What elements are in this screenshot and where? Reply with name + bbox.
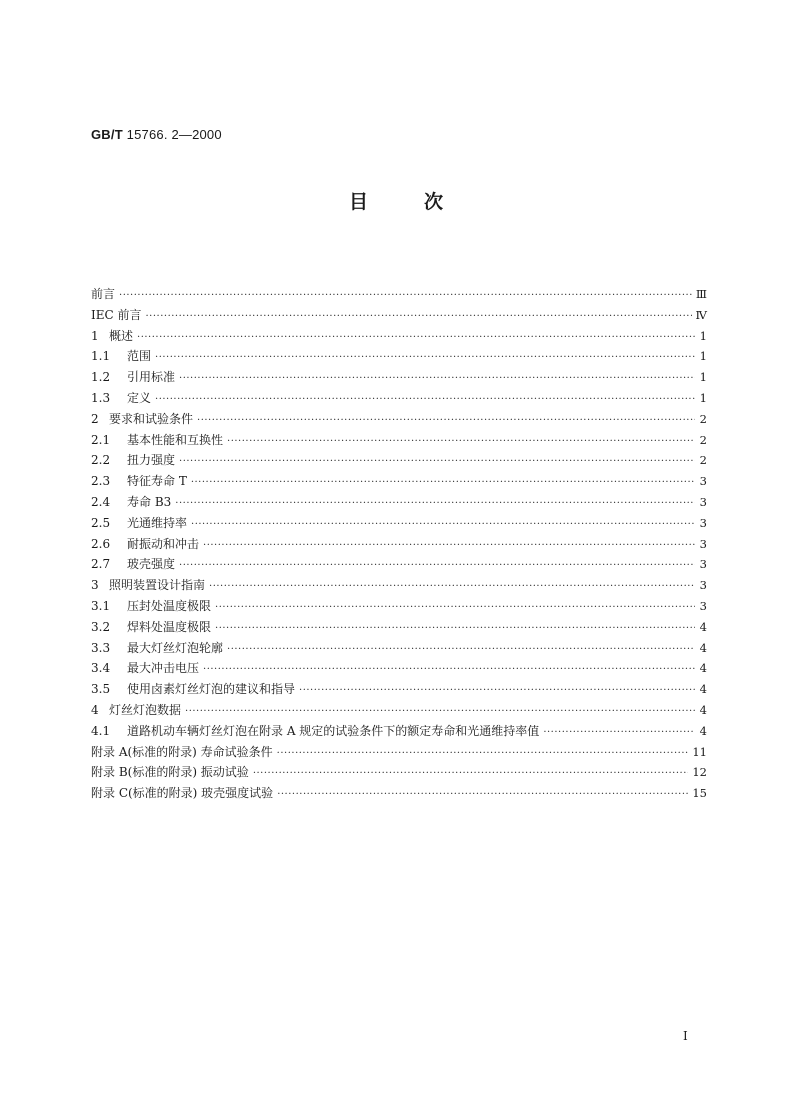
toc-entry-page: 3 <box>699 515 707 530</box>
toc-entry-label: 范围 <box>127 349 152 364</box>
toc-entry-page: Ⅲ <box>695 287 707 301</box>
toc-entry-page: 4 <box>699 619 707 634</box>
toc-dot-leader <box>119 286 692 307</box>
toc-entry[interactable] <box>91 346 707 367</box>
toc-entry-label: 灯丝灯泡数据 <box>109 702 182 717</box>
page-number: I <box>683 1029 688 1043</box>
toc-entry-number: 3.3 <box>91 640 111 655</box>
toc-entry-label: 特征寿命 T <box>127 474 187 489</box>
toc-dot-leader <box>215 619 695 640</box>
toc-entry-label: IEC 前言 <box>91 307 142 322</box>
toc-entry[interactable] <box>91 700 707 721</box>
toc-entry-label: 寿命 B3 <box>127 494 172 509</box>
toc-entry-label: 耐振动和冲击 <box>127 536 200 551</box>
toc-entry[interactable] <box>91 679 707 700</box>
toc-dot-leader <box>227 432 695 453</box>
toc-entry-number: 3.1 <box>91 598 111 613</box>
toc-entry[interactable] <box>91 450 707 471</box>
toc-dot-leader <box>137 328 695 349</box>
toc-entry-number: 2.1 <box>91 432 111 447</box>
toc-dot-leader <box>179 556 695 577</box>
toc-entry-label: 使用卤素灯丝灯泡的建议和指导 <box>127 682 296 697</box>
toc-entry[interactable] <box>91 762 707 783</box>
toc-entry[interactable] <box>91 284 707 305</box>
toc-entry-label: 附录 A(标准的附录) 寿命试验条件 <box>91 744 273 759</box>
toc-dot-leader <box>543 723 695 744</box>
toc-entry[interactable] <box>91 534 707 555</box>
toc-entry[interactable] <box>91 326 707 347</box>
toc-entry-number: 2.3 <box>91 474 111 489</box>
toc-entry-number: 1.3 <box>91 390 111 405</box>
toc-entry-number: 1 <box>91 328 99 343</box>
toc-entry[interactable] <box>91 367 707 388</box>
toc-dot-leader <box>146 307 692 328</box>
toc-entry-label: 附录 C(标准的附录) 玻壳强度试验 <box>91 786 274 801</box>
table-of-contents <box>91 284 707 804</box>
toc-entry-label: 光通维持率 <box>127 515 188 530</box>
toc-entry-page: 3 <box>699 557 707 572</box>
standard-number: 15766. 2—2000 <box>126 127 222 142</box>
toc-entry[interactable] <box>91 575 707 596</box>
toc-entry-page: 3 <box>699 536 707 551</box>
toc-dot-leader <box>179 369 695 390</box>
toc-entry-page: 15 <box>692 786 707 801</box>
toc-dot-leader <box>209 577 695 598</box>
toc-entry-number: 3.5 <box>91 682 111 697</box>
toc-entry-label: 最大灯丝灯泡轮廓 <box>127 640 224 655</box>
toc-entry-page: 2 <box>699 411 707 426</box>
toc-entry-number: 3.2 <box>91 619 111 634</box>
toc-entry-label: 引用标准 <box>127 370 176 385</box>
toc-entry-page: 4 <box>699 702 707 717</box>
toc-entry[interactable] <box>91 305 707 326</box>
toc-dot-leader <box>179 452 695 473</box>
toc-entry-label: 压封处温度极限 <box>127 598 212 613</box>
toc-entry[interactable] <box>91 742 707 763</box>
toc-entry-label: 附录 B(标准的附录) 振动试验 <box>91 765 249 780</box>
toc-entry-number: 1.2 <box>91 370 111 385</box>
toc-dot-leader <box>185 702 695 723</box>
toc-entry-number: 3.4 <box>91 661 111 676</box>
toc-dot-leader <box>299 681 695 702</box>
toc-entry[interactable] <box>91 554 707 575</box>
toc-dot-leader <box>155 348 695 369</box>
toc-entry-page: 2 <box>699 432 707 447</box>
toc-entry-page: Ⅳ <box>695 307 707 322</box>
page-title: 目次 <box>348 191 499 213</box>
toc-entry-page: 1 <box>699 349 707 364</box>
toc-entry-page: 4 <box>699 640 707 655</box>
standard-prefix: GB/T <box>91 127 123 142</box>
toc-entry[interactable] <box>91 430 707 451</box>
toc-entry-page: 1 <box>699 390 707 405</box>
toc-entry-label: 要求和试验条件 <box>109 411 194 426</box>
toc-entry[interactable] <box>91 783 707 804</box>
toc-entry-page: 4 <box>699 661 707 676</box>
toc-entry-number: 4 <box>91 702 99 717</box>
toc-entry-label: 基本性能和互换性 <box>127 432 224 447</box>
toc-dot-leader <box>191 473 695 494</box>
toc-entry[interactable] <box>91 596 707 617</box>
toc-entry-page: 4 <box>699 682 707 697</box>
toc-entry[interactable] <box>91 388 707 409</box>
toc-entry-number: 2 <box>91 411 99 426</box>
toc-entry-number: 3 <box>91 578 99 593</box>
toc-entry[interactable] <box>91 409 707 430</box>
toc-entry-label: 照明装置设计指南 <box>109 578 206 593</box>
toc-entry-label: 道路机动车辆灯丝灯泡在附录 A 规定的试验条件下的额定寿命和光通维持率值 <box>127 723 540 738</box>
toc-dot-leader <box>277 785 688 806</box>
toc-dot-leader <box>191 515 695 536</box>
toc-entry[interactable] <box>91 513 707 534</box>
toc-dot-leader <box>227 640 695 661</box>
toc-entry-label: 前言 <box>91 287 116 301</box>
toc-dot-leader <box>155 390 695 411</box>
toc-entry[interactable] <box>91 658 707 679</box>
toc-entry[interactable] <box>91 638 707 659</box>
toc-entry-label: 概述 <box>109 328 134 343</box>
toc-entry-page: 3 <box>699 474 707 489</box>
toc-dot-leader <box>277 744 689 765</box>
standard-code <box>91 127 222 142</box>
toc-entry-page: 3 <box>699 598 707 613</box>
toc-entry-label: 扭力强度 <box>127 453 176 468</box>
toc-entry-number: 1.1 <box>91 349 111 364</box>
toc-entry[interactable] <box>91 721 707 742</box>
toc-dot-leader <box>203 660 695 681</box>
toc-entry-page: 3 <box>699 578 707 593</box>
toc-entry-page: 12 <box>692 765 707 780</box>
toc-entry-page: 11 <box>692 744 707 759</box>
toc-entry-label: 焊料处温度极限 <box>127 619 212 634</box>
toc-entry[interactable] <box>91 471 707 492</box>
toc-dot-leader <box>197 411 695 432</box>
toc-entry-page: 1 <box>699 328 707 343</box>
toc-dot-leader <box>253 764 689 785</box>
toc-dot-leader <box>175 494 695 515</box>
toc-entry-number: 2.4 <box>91 494 111 509</box>
toc-entry-page: 2 <box>699 453 707 468</box>
toc-entry-number: 4.1 <box>91 723 111 738</box>
toc-entry-label: 最大冲击电压 <box>127 661 200 676</box>
toc-entry-number: 2.2 <box>91 453 111 468</box>
toc-entry-number: 2.5 <box>91 515 111 530</box>
toc-entry[interactable] <box>91 492 707 513</box>
toc-dot-leader <box>215 598 695 619</box>
toc-entry[interactable] <box>91 617 707 638</box>
toc-entry-page: 1 <box>699 370 707 385</box>
toc-entry-page: 3 <box>699 494 707 509</box>
toc-entry-page: 4 <box>699 723 707 738</box>
toc-entry-number: 2.6 <box>91 536 111 551</box>
toc-entry-label: 定义 <box>127 390 152 405</box>
toc-entry-number: 2.7 <box>91 557 111 572</box>
toc-entry-label: 玻壳强度 <box>127 557 176 572</box>
toc-dot-leader <box>203 536 695 557</box>
